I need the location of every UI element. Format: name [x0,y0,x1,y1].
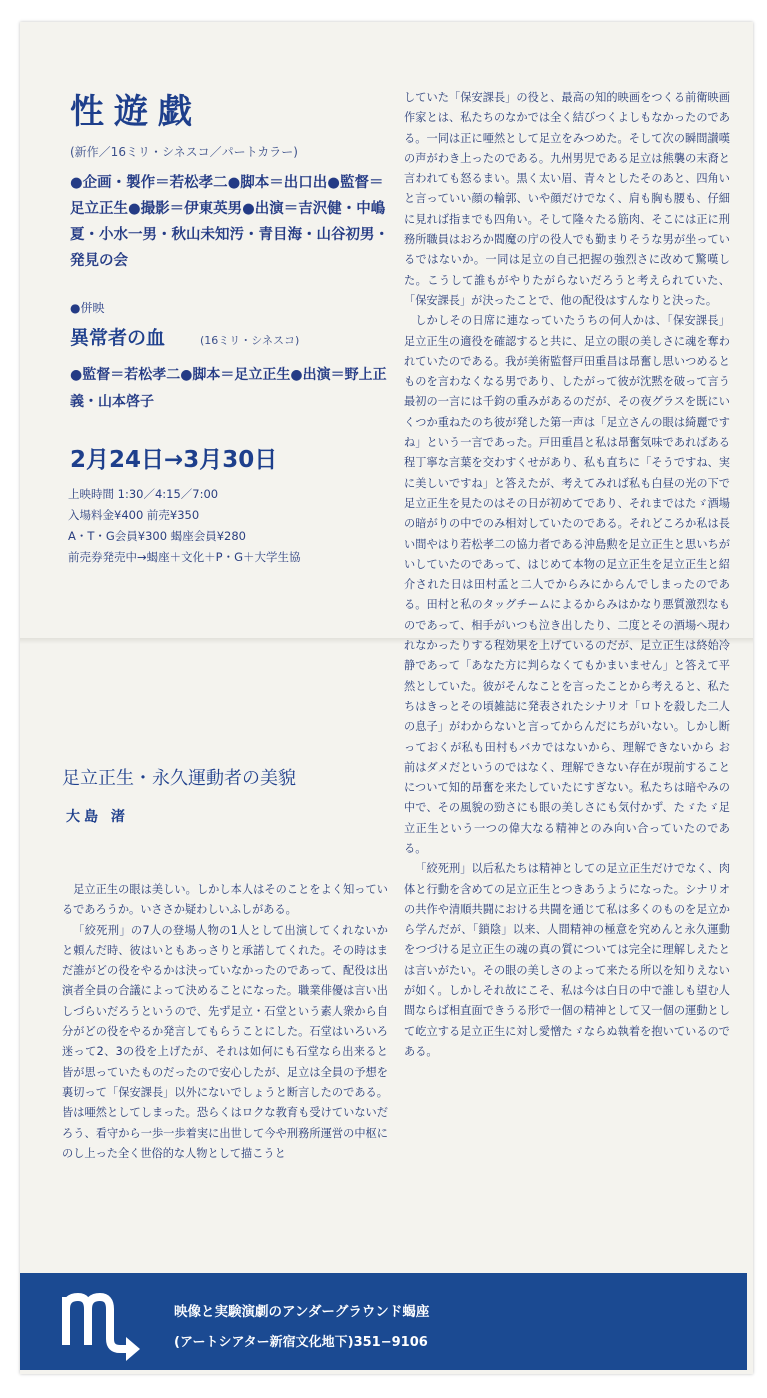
essay-paragraph: しかしその日席に連なっていたうちの何人かは、「保安課長」足立正生の適役を確認すると共に、足立の眼の美しさに魂を奪われていたのである。我が美術監督戸田重昌は昂奮し思いつめるとものを言わなくなる男であり、したがって彼が沈黙を破って言う最初の一言には千鈞の重みがあるのだが、その夜グラスを既にいくつか重ねたのち彼が発した第一声は「足立さんの眼は綺麗ですね」という一言であった。戸田重昌と私は昂奮気味であればある程丁寧な言葉を交わすくせがあり、私も直ちに「そうですね、実に美しいですね」と答えたが、考えてみれば私も白昼の光の下で足立正生を見たのはその日が初めてであり、それまではたゞ酒場の暗がりの中でのみ相対していたのである。それどころか私は長い間やはり若松孝二の協力者である沖島勲を足立正生と思いちがいしていたのであって、はじめて本物の足立正生を足立正生と紹介された日は田村孟と二人でからみにからんでしまったのである。田村と私のタッグチームによるからみはかなり悪質激烈なものであって、相手がいつも泣き出したり、二度とその酒場へ現われなかったりする程効果を上げているのだが、足立正生は終始冷静であって「あなた方に判らなくてもかまいません」と答えて平然としていた。彼がそんなことを言ったことから考えると、私たちはきっとその頃雑誌に発表されたシナリオ「ロトを殺した二人の息子」がわからないと言ってからんだにちがいない。しかし断っておくが私も田村もバカではないから、理解できないから お前はダメだというのではなく、理解できない存在が現前することについて知的昂奮を来たしていたにすぎない。私たちは暗やみの中で、その風貌の勁さにも眼の美しさにも気付かず、たゞたゞ足立正生という一つの偉大なる精神とのみ向い合っていたのである。 [404,314,730,855]
advance-sales: 前売券発売中→蝎座＋文化＋P・G＋大学生協 [68,550,301,564]
essay-right-column [404,88,730,1062]
second-film-title: 異常者の血 [70,327,166,349]
essay-paragraph: 「絞死刑」以后私たちは精神としての足立正生だけでなく、肉体と行動を含めての足立正生とつきあうようになった。シナリオの共作や清順共闘における共闘を通じて私は多くのものを足立から学んだが、「鎖陰」以来、人間精神の極意を究めんと永久運動をつづける足立正生の魂の真の質については完全に理解しえたとは言いがたい。その眼の美しさのよって来たる所以を知りえないが如く。しかしそれ故にこそ、私は今は白日の中で誰しも望む人間ならば相直面できうる形で一個の精神として又一個の運動として屹立する足立正生に対し愛憎たゞならぬ執着を抱いているのである。 [404,862,730,1058]
main-film-format: (新作／16ミリ・シネスコ／パートカラー) [70,145,298,159]
scorpio-logo-icon [60,1283,142,1363]
double-feature-label: ●併映 [70,301,105,315]
price-member: A・T・G会員¥300 蝎座会員¥280 [68,529,246,543]
second-film-credits: ●監督＝若松孝二●脚本＝足立正生●出演＝野上正義・山本啓子 [70,367,387,410]
essay-paragraph: 「絞死刑」の7人の登場人物の1人として出演してくれないかと頼んだ時、彼はいともあっさりと承諾してくれた。その時はまだ誰がどの役をやるかは決っていなかったのであって、配役は出演者全員の合議によって決めることになった。職業俳優は言い出しづらいだろうというので、先ず足立・石堂という素人衆から自分がどの役をやるか発言してもらうことにした。石堂はいろいろ迷って2、3の役を上げたが、それは如何にも石堂なら出来ると皆が思っていたものだったので安心したが、足立は全員の予想を裏切って「保安課長」以外にないでしょうと断言したのである。皆は唖然としてしまった。恐らくはロクな教育も受けていないだろう、看守から一歩一歩着実に出世して今や刑務所運営の中枢にのし上った全く世俗的な人物として描こうと [62,923,388,1160]
main-film-title: 性遊戯 [70,92,202,132]
showtimes: 上映時間 1:30／4:15／7:00 [68,487,219,501]
second-film-format: (16ミリ・シネスコ) [200,334,300,347]
essay-paragraph: 足立正生の眼は美しい。しかし本人はそのことをよく知っているであろうか。いささか疑わしいふしがある。 [62,883,388,917]
price-general: 入場料金¥400 前売¥350 [68,508,200,522]
essay-left-column [62,880,388,1164]
essay-paragraph: していた「保安課長」の役と、最高の知的映画をつくる前衛映画作家とは、私たちのなかでは全く結びつくよしもなかったのである。一同は正に唖然として足立をみつめた。そして次の瞬間讃嘆の声がわき上ったのである。九州男児である足立は熊襲の末裔と言われても怒るまい。黒く太い眉、青々としたそのあと、四角いと言っていい顔の輪郭、いや顔だけでなく、肩も胸も腰も、仔細に見れば指までも四角い。そして隆々たる筋肉、そこには正に刑務所職員はおろか閻魔の庁の役人でも勤まりそうな男が坐っているではないか。一同は足立の自己把握の強烈さに改めて驚嘆した。こうして誰もがやりたがらないだろうと考えられていた、「保安課長」が決ったことで、他の配役はすんなりと決った。 [404,91,730,307]
screening-dates: 2月24日→3月30日 [70,447,278,473]
footer-theater-name: 映像と実験演劇のアンダーグラウンド蝎座 [174,1304,430,1320]
main-film-credits: ●企画・製作＝若松孝二●脚本＝出口出●監督＝足立正生●撮影＝伊東英男●出演＝吉沢健・中嶋夏・小水一男・秋山未知汚・青目海・山谷初男・発見の会 [70,175,389,269]
screening-info [68,484,398,568]
essay-title: 足立正生・永久運動者の美貌 [62,768,296,789]
essay-author: 大島 渚 [66,809,129,825]
footer-address-phone: (アートシアター新宿文化地下)351−9106 [174,1335,428,1350]
